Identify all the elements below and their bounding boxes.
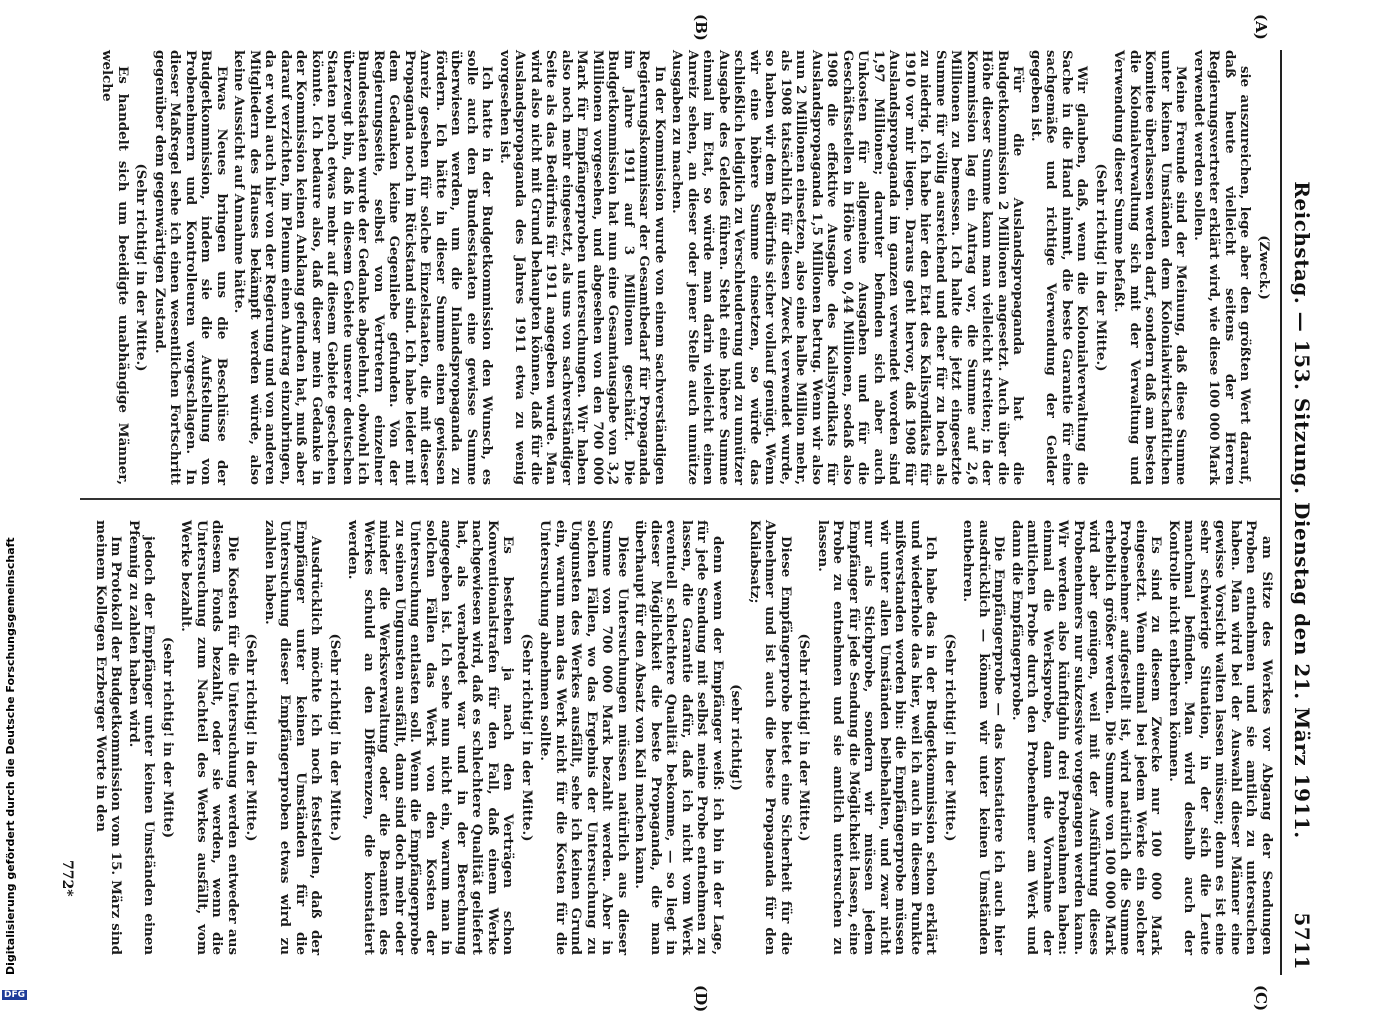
interjection: (Sehr richtig! in der Mitte.) [133, 163, 150, 372]
header-page-number: 5711 [1290, 912, 1314, 970]
paragraph: denn wenn der Empfänger weiß: ich bin in der Lage, für jede Sendung mit selbst meine Probe entnehmen zu lassen, die Garantie dafür, daß ich nicht vom Werk eventuell schlechtere Qualität bekomme, — so liegt in dieser Möglichkeit die beste Propaganda, die man überhaupt für den Absatz von Kali machen kann. [632, 520, 726, 955]
dfg-logo: DFG [4, 990, 26, 1000]
left-column [97, 50, 1274, 485]
interjection: (Sehr richtig! in der Mitte.) [796, 633, 813, 842]
interjection: (Sehr richtig! in der Mitte.) [942, 633, 958, 842]
paragraph: Es handelt sich um beeidigte unabhängige Männer, welche [99, 50, 131, 485]
margin-marker-d: (D) [692, 985, 710, 1012]
paragraph: am Sitze des Werkes vor Abgang der Sendungen Proben entnehmen und sie amtlich zu untersuchen haben. Man wird bei der Auswahl dieser Männer eine gewisse Vorsicht walten lassen müssen; denn es ist eine sehr schwierige Situation, in der sich die Leute manchmal befinden. Man wird deshalb auch der Kontrolle nicht entbehren können. [1166, 520, 1275, 955]
paragraph: Ausdrücklich möchte ich noch feststellen, daß der Empfänger unter keinen Umständen für die Untersuchung dieser Empfängerproben etwas wird zu zahlen haben. [262, 520, 325, 955]
paragraph: Ich habe das in der Budgetkommission schon erklärt und wiederhole das hier, weil ich auch in diesem Punkte mißverstanden worden bin: die Empfängerprobe müssen wir unter allen Umständen beibehalten, und zwar nicht nur als Stichprobe, sondern wir müssen jedem Empfänger für jede Sendung die Möglichkeit lassen, eine Probe zu entnehmen und sie amtlich untersuchen zu lassen. [815, 520, 940, 955]
interjection: (Sehr richtig! in der Mitte.) [327, 633, 343, 842]
paragraph: Wir glauben, daß, wenn die Kolonialverwaltung die Sache in die Hand nimmt, die beste Garantie für eine sachgemäße und richtige Verwendung der Gelder gegeben ist. [1028, 50, 1091, 485]
interjection: (Sehr richtig! in der Mitte.) [519, 633, 535, 842]
paragraph: Es bestehen ja nach den Verträgen schon Konventionalstrafen für den Fall, daß einem Werke nachgewiesen wird, daß es schlechtere Qualität geliefert hat, als verabredet war und in der Berechnung angegeben ist. Ich sehe nun nicht ein, warum man in solchen Fällen das Werk von den Kosten der Untersuchung entlasten soll. Wenn die Empfängerprobe zu seinen Ungunsten ausfällt, dann sind doch mehr oder minder die Werksverwaltung oder die Beamten des Werkes schuld an den Differenzen, die konstatiert werden. [345, 520, 517, 955]
right-column [91, 520, 1275, 955]
page-code: 772* [59, 860, 75, 897]
paragraph: In der Kommission wurde von einem sachverständigen Regierungskommissar der Gesamtbedarf für Propaganda im Jahre 1911 auf 3 Millionen geschätzt. Die Budgetkommission hat nun eine Gesamtausgabe von 3,2 Millionen vorgesehen, und abgesehen von den 700 000 Mark für Empfängerproben untersuchungen. Wir haben also noch mehr eingesetzt, als uns von sachverständiger Seite als das Bedürfnis für 1911 angegeben wurde. Man wird also nicht mit Grund behaupten können, daß für die Auslandspropaganda des Jahres 1911 etwa zu wenig vorgesehen ist. [497, 50, 668, 485]
interjection: (sehr richtig! in der Mitte) [160, 636, 176, 839]
column-divider [80, 498, 1280, 500]
interjection: (Sehr richtig! in der Mitte.) [1093, 163, 1109, 372]
paragraph: Diese Empfängerprobe bietet eine Sicherheit für die Abnehmer und ist auch die beste Propaganda für den Kaliabsatz; [747, 520, 794, 955]
header-title: Reichstag. — 153. Sitzung. Dienstag den 21. März 1911. [1290, 181, 1314, 839]
paragraph: Im Protokoll der Budgetkommission vom 15. März sind meinem Kollegen Erzberger Worte in den [93, 520, 125, 955]
paragraph: Meine Freunde sind der Meinung, daß diese Summe unter keinen Umständen dem Kolonialwirtschaftlichen Komitee überlassen werden darf, sondern daß am besten die Kolonialverwaltung sich mit der Verwaltung und Verwendung dieser Summe befaßt. [1111, 50, 1190, 485]
margin-marker-a: (A) [1252, 14, 1270, 40]
paragraph: jedoch der Empfänger unter keinen Umständen einen Pfennig zu zahlen haben wird. [126, 520, 158, 955]
margin-marker-c: (C) [1252, 985, 1270, 1012]
paragraph: Für die Auslandspropaganda hat die Budgetkommission 2 Millionen angesetzt. Auch über die Höhe dieser Summe kann man vielleicht streiten; in der Kommission lag ein Antrag vor, die Summe auf 2,6 Millionen zu bemessen. Ich halte die jetzt eingesetzte Summe für völlig ausreichend und eher für zu hoch als zu niedrig. Ich habe hier den Etat des Kalisyndikats für 1910 vor mir liegen. Daraus geht hervor, daß 1908 für Auslandspropaganda im ganzen verwendet worden sind 1,97 Millionen; darunter befinden sich aber auch Unkosten für allgemeine Ausgaben und für die Geschäftsstellen in Höhe von 0,44 Millionen, sodaß also 1908 die effektive Ausgabe des Kalisyndikats für Auslandspropaganda 1,5 Millionen betrug. Wenn wir also nun 2 Millionen einsetzen, also eine halbe Million mehr, als 1908 tatsächlich für diesen Zweck verwendet wurde, so haben wir dem Bedürfnis sicher vollauf genügt. Wenn wir eine höhere Summe einsetzen, so würde das schließlich lediglich zu Verschleuderung und zu unnützer Ausgabe des Geldes führen. Steht eine höhere Summe einmal im Etat, so würde man darin vielleicht einen Anreiz sehen, an dieser oder jener Stelle auch unnütze Ausgaben zu machen. [669, 50, 1027, 485]
interjection: (Sehr richtig! in der Mitte.) [243, 633, 260, 842]
paragraph: Etwas Neues bringen uns die Beschlüsse der Budgetkommission, indem sie die Aufstellung von Probenehmern und Kontrolleuren vorgeschlagen. In dieser Maßregel sehe ich einen wesentlichen Fortschritt gegenüber dem gegenwärtigen Zustand. [152, 50, 230, 485]
header-rule [1280, 50, 1282, 975]
interjection: (Zweck.) [1256, 235, 1272, 300]
page-header [1286, 50, 1322, 970]
paragraph: Diese Untersuchungen müssen natürlich aus dieser Summe von 700 000 Mark bezahlt werden. Aber in solchen Fällen, wo das Ergebnis der Untersuchung zu Ungunsten des Werkes ausfällt, sehe ich keinen Grund ein, warum man das Werk nicht für die Kosten für die Untersuchung abnehmen sollte. [537, 520, 631, 955]
paragraph: Ich hatte in der Budgetkommission den Wunsch, es solle auch den Bundesstaaten eine gewisse Summe überwiesen werden, um die Inlandspropaganda zu fördern. Ich hätte in dieser Summe einen gewissen Anreiz gesehen für solche Einzelstaaten, die mit dieser Propaganda noch im Rückstand sind. Ich habe leider mit dem Gedanken keine Gegenliebe gefunden. Von der Regierungsseite, selbst von Vertretern einzelner Bundesstaaten wurde der Gedanke abgelehnt, obwohl ich überzeugt bin, daß in diesem Gebiete unserer deutschen Staaten noch etwas mehr auf diesem Gebiete geschehen könnte. Ich bedaure also, daß dieser mein Gedanke in der Kommission keinen Anklang gefunden hat, muß aber darauf verzichten, im Plenum einen Antrag einzubringen, da er wohl auch hier von der Regierung und von anderen Mitgliedern des Hauses bekämpft werden würde, also keine Aussicht auf Annahme hätte. [231, 50, 496, 485]
interjection: (sehr richtig!) [728, 684, 745, 791]
paragraph: sie auszureichen, lege aber den größten Wert darauf, daß heute vielleicht seitens der Herren Regierungsvertreter erklärt wird, wie diese 100 000 Mark verwendet werden sollen. [1191, 50, 1254, 485]
funding-note: Digitalisierung gefördert durch die Deutsche Forschungsgemeinschaft [4, 537, 17, 975]
margin-marker-b: (B) [692, 14, 710, 41]
paragraph: Es sind zu diesem Zwecke nur 100 000 Mark eingesetzt. Wenn einmal bei jedem Werke ein solcher Probenehmer aufgestellt ist, wird natürlich die Summe erheblich größer werden. Die Summe von 100 000 Mark wird aber genügen, weil mit der Ausführung dieses Probenehmers nur sukzessive vorgegangen werden kann. Wir werden also künftighin drei Probenahmen haben: einmal die Werksprobe, dann die Vornahme der amtlichen Probe durch den Probenehmer am Werk und dann die Empfängerprobe. [1009, 520, 1165, 955]
paragraph: Die Empfängerprobe — das konstatiere ich auch hier ausdrücklich — können wir unter keinen Umständen entbehren. [960, 520, 1008, 955]
paragraph: Die Kosten für die Untersuchung werden entweder aus diesem Fonds bezahlt, oder sie werden, wenn die Untersuchung zum Nachteil des Werkes ausfällt, vom Werke bezahlt. [178, 520, 241, 955]
